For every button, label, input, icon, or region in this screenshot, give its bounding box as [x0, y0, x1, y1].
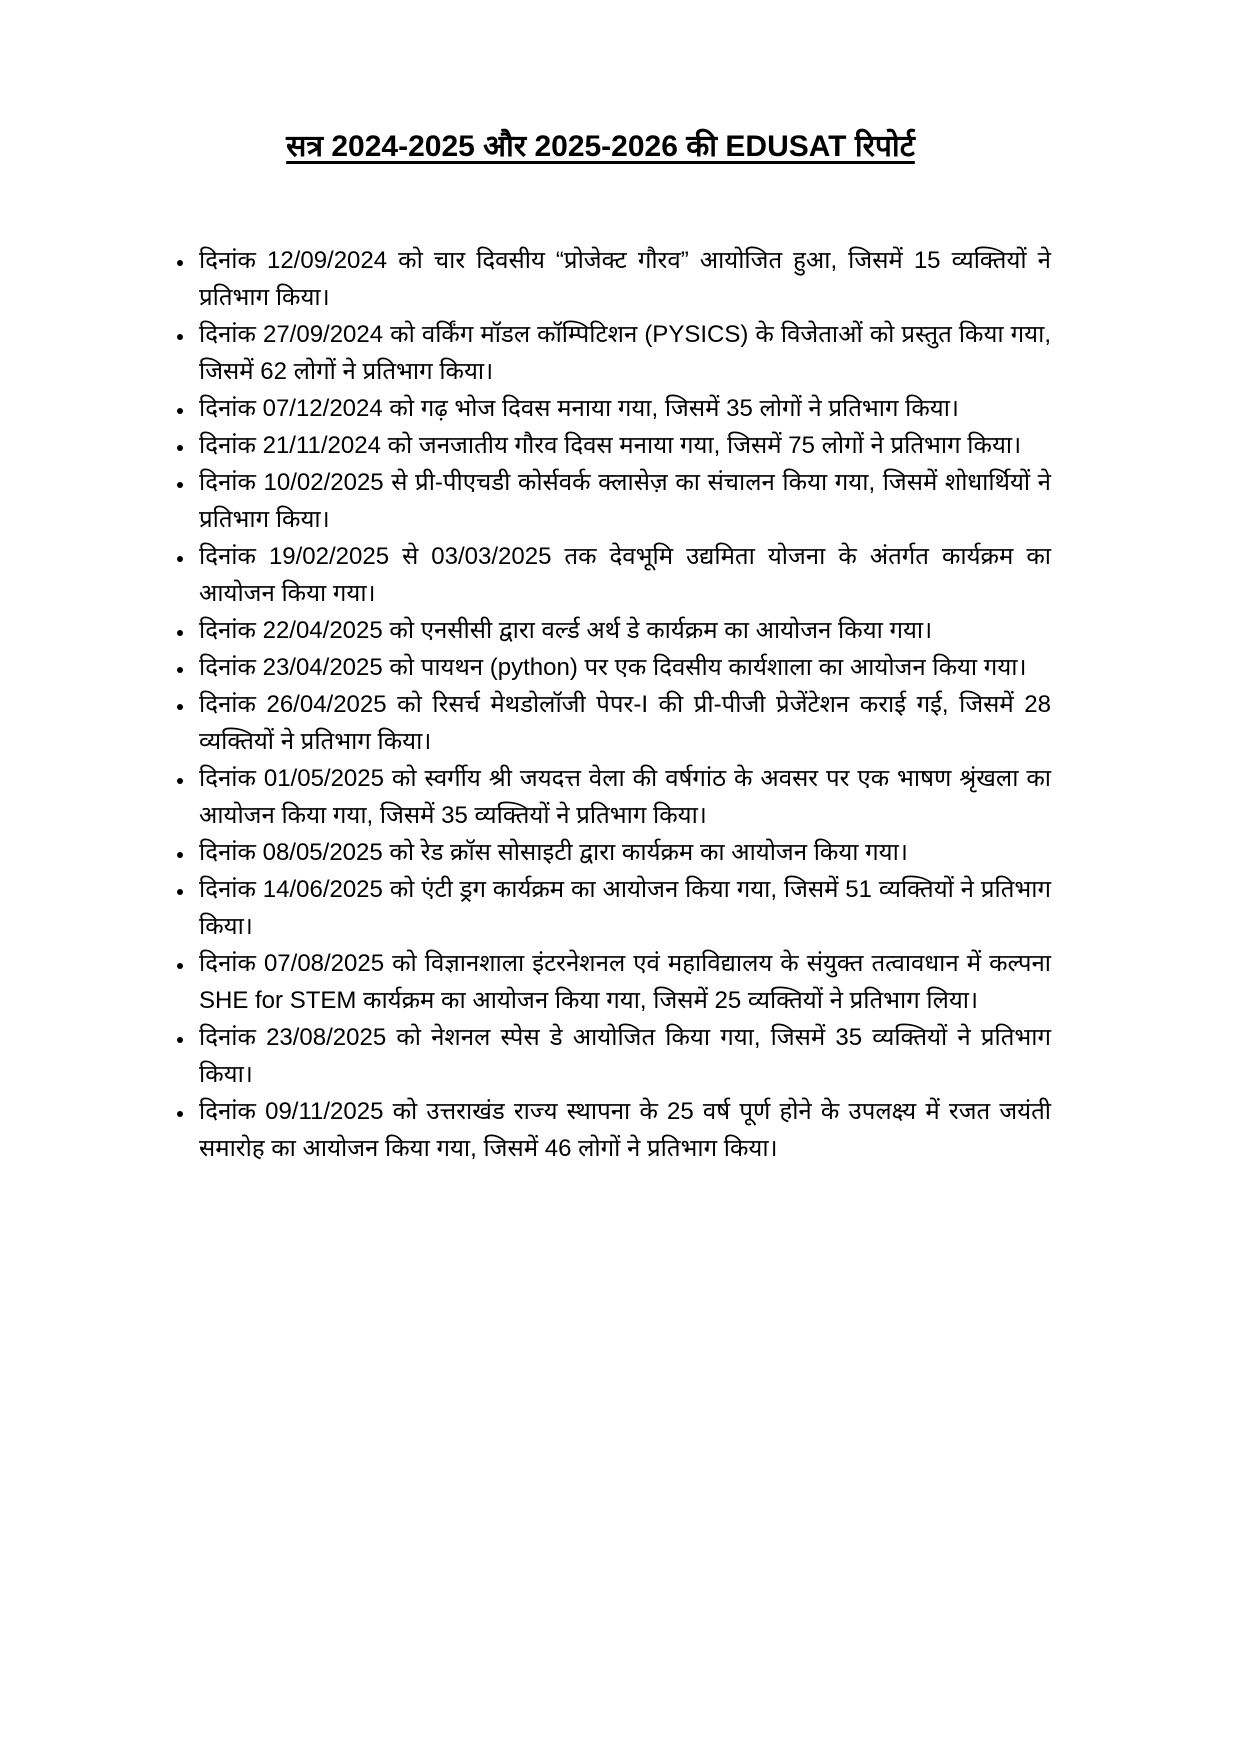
report-bullet-item: [195, 649, 1051, 686]
report-bullet-item: [195, 316, 1051, 390]
bullet-text: दिनांक 23/08/2025 को नेशनल स्पेस डे आयोजित किया गया, जिसमें 35 व्यक्तियों ने प्रतिभाग किया।: [199, 1024, 1051, 1088]
bullet-text: दिनांक 07/12/2024 को गढ़ भोज दिवस मनाया गया, जिसमें 35 लोगों ने प्रतिभाग किया।: [199, 395, 960, 422]
report-bullet-item: [195, 242, 1051, 316]
report-bullet-item: [195, 1093, 1051, 1167]
report-bullet-item: [195, 427, 1051, 464]
report-bullet-item: [195, 834, 1051, 871]
report-bullet-list: [150, 242, 1051, 1167]
bullet-text: दिनांक 26/04/2025 को रिसर्च मेथडोलॉजी पेपर-I की प्री-पीजी प्रेजेंटेशन कराई गई, जिसमें 28 व्यक्तियों ने प्रतिभाग किया।: [199, 691, 1051, 755]
report-bullet-item: [195, 612, 1051, 649]
report-bullet-item: [195, 538, 1051, 612]
report-bullet-item: [195, 871, 1051, 945]
bullet-text: दिनांक 08/05/2025 को रेड क्रॉस सोसाइटी द्वारा कार्यक्रम का आयोजन किया गया।: [199, 839, 908, 866]
page-title: सत्र 2024-2025 और 2025-2026 की EDUSAT रिपोर्ट: [286, 130, 915, 163]
bullet-text: दिनांक 12/09/2024 को चार दिवसीय “प्रोजेक्ट गौरव” आयोजित हुआ, जिसमें 15 व्यक्तियों ने प्रतिभाग किया।: [199, 247, 1051, 311]
report-bullet-item: [195, 686, 1051, 760]
report-bullet-item: [195, 760, 1051, 834]
bullet-text: दिनांक 01/05/2025 को स्वर्गीय श्री जयदत्त वेला की वर्षगांठ के अवसर पर एक भाषण श्रृंखला का आयोजन किया गया, जिसमें 35 व्यक्तियों ने प्रतिभाग किया।: [199, 765, 1051, 829]
bullet-text: दिनांक 09/11/2025 को उत्तराखंड राज्य स्थापना के 25 वर्ष पूर्ण होने के उपलक्ष्य में रजत जयंती समारोह का आयोजन किया गया, जिसमें 46 लोगों ने प्रतिभाग किया।: [199, 1098, 1051, 1162]
bullet-text: दिनांक 23/04/2025 को पायथन (python) पर एक दिवसीय कार्यशाला का आयोजन किया गया।: [199, 654, 1027, 681]
report-bullet-item: [195, 1019, 1051, 1093]
bullet-text: दिनांक 27/09/2024 को वर्किंग मॉडल कॉम्पिटिशन (PYSICS) के विजेताओं को प्रस्तुत किया गया, जिसमें 62 लोगों ने प्रतिभाग किया।: [199, 321, 1051, 385]
report-bullet-item: [195, 945, 1051, 1019]
bullet-text: दिनांक 10/02/2025 से प्री-पीएचडी कोर्सवर्क क्लासेज़ का संचालन किया गया, जिसमें शोधार्थियों ने प्रतिभाग किया।: [199, 469, 1051, 533]
bullet-text: दिनांक 19/02/2025 से 03/03/2025 तक देवभूमि उद्यमिता योजना के अंतर्गत कार्यक्रम का आयोजन किया गया।: [199, 543, 1051, 607]
report-bullet-item: [195, 464, 1051, 538]
bullet-text: दिनांक 07/08/2025 को विज्ञानशाला इंटरनेशनल एवं महाविद्यालय के संयुक्त तत्वावधान में कल्पना SHE for STEM कार्यक्रम का आयोजन किया गया, जिसमें 25 व्यक्तियों ने प्रतिभाग लिया।: [199, 950, 1051, 1014]
bullet-text: दिनांक 21/11/2024 को जनजातीय गौरव दिवस मनाया गया, जिसमें 75 लोगों ने प्रतिभाग किया।: [199, 432, 1022, 459]
bullet-text: दिनांक 22/04/2025 को एनसीसी द्वारा वर्ल्ड अर्थ डे कार्यक्रम का आयोजन किया गया।: [199, 617, 933, 644]
bullet-text: दिनांक 14/06/2025 को एंटी ड्रग कार्यक्रम का आयोजन किया गया, जिसमें 51 व्यक्तियों ने प्रतिभाग किया।: [199, 876, 1051, 940]
report-bullet-item: [195, 390, 1051, 427]
